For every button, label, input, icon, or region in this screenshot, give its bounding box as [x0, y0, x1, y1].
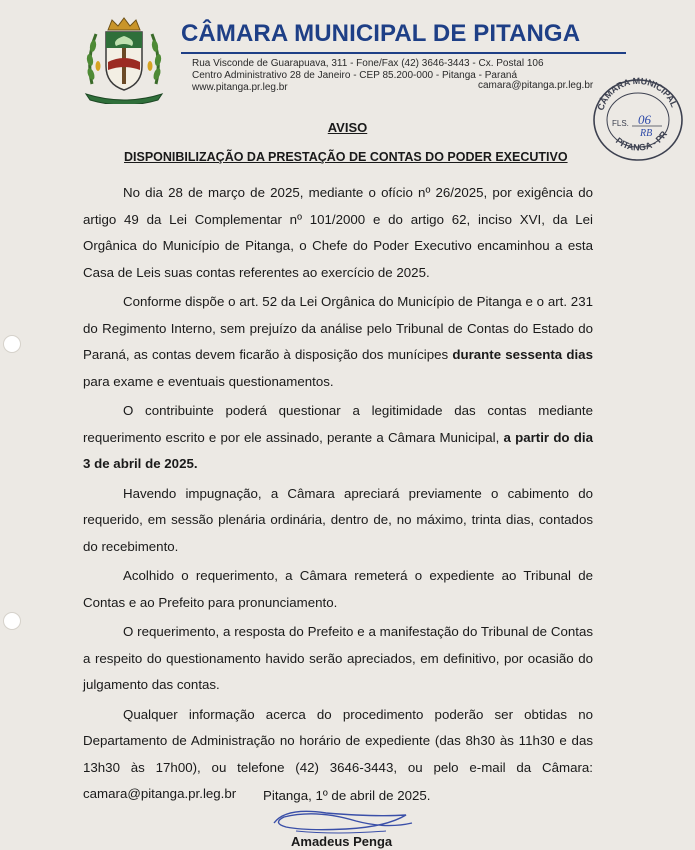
- paragraph-6: O requerimento, a resposta do Prefeito e a manifestação do Tribunal de Contas a respeito do questionamento havido serão apreciados, em definitivo, por ocasião do julgamento das contas.: [83, 624, 593, 692]
- svg-text:CÂMARA MUNICIPAL: [595, 76, 679, 112]
- website-link[interactable]: www.pitanga.pr.leg.br: [192, 82, 288, 93]
- stamp-fls-label: FLS.: [612, 119, 629, 128]
- protocol-stamp: [588, 72, 688, 164]
- notice-subtitle: DISPONIBILIZAÇÃO DA PRESTAÇÃO DE CONTAS DO PODER EXECUTIVO: [124, 150, 568, 164]
- signer-name: Amadeus Penga: [291, 834, 393, 849]
- punch-hole: [3, 335, 21, 353]
- notice-title: AVISO: [327, 120, 368, 135]
- punch-hole: [3, 612, 21, 630]
- organization-name: CÂMARA MUNICIPAL DE PITANGA: [181, 20, 581, 47]
- dateline: Pitanga, 1º de abril de 2025.: [263, 788, 431, 803]
- stamp-bottom-text: PITANGA - PR: [613, 129, 670, 153]
- paragraph-5: Acolhido o requerimento, a Câmara remeterá o expediente ao Tribunal de Contas e ao Prefeito para pronunciamento.: [83, 568, 593, 610]
- notice-body: [83, 180, 593, 811]
- email-link[interactable]: camara@pitanga.pr.leg.br: [478, 80, 594, 91]
- paragraph-7: Qualquer informação acerca do procedimento poderão ser obtidas no Departamento de Administração no horário de expediente (das 8h30 às 11h30 e das 13h30 às 17h00), ou telefone (42) 3646-3443, ou pelo e-mail da Câmara: camara@pitanga.pr.leg.br: [83, 706, 593, 801]
- stamp-top-text: CÂMARA MUNICIPAL: [595, 75, 680, 112]
- stamp-page-number: 06: [638, 112, 651, 127]
- coat-of-arms-logo: [82, 14, 166, 104]
- stamp-initials: RB: [640, 128, 653, 139]
- address-line-2: Centro Administrativo 28 de Janeiro - CEP 85.200-000 - Pitanga - Paraná: [192, 70, 517, 81]
- paragraph-4: Havendo impugnação, a Câmara apreciará previamente o cabimento do requerido, em sessão plenária ordinária, dentro de, no máximo, trinta dias, contados do recebimento.: [83, 485, 593, 554]
- address-line-1: Rua Visconde de Guarapuava, 311 - Fone/Fax (42) 3646-3443 - Cx. Postal 106: [192, 58, 544, 69]
- paragraph-2: Conforme dispõe o art. 52 da Lei Orgânica do Município de Pitanga e o art. 231 do Regimento Interno, sem prejuízo da análise pelo Tribunal de Contas do Estado do Paraná, as contas devem ficarão à disposição dos munícipes durante sessenta dias para exame e eventuais questionamentos.: [83, 294, 593, 389]
- paragraph-1: No dia 28 de março de 2025, mediante o ofício nº 26/2025, por exigência do artigo 49 da Lei Complementar nº 101/2000 e do artigo 62, inciso XVI, da Lei Orgânica do Município de Pitanga, o Chefe do Poder Executivo encaminhou a esta Casa de Leis suas contas referentes ao exercício de 2025.: [83, 185, 593, 280]
- header-divider: [181, 52, 626, 54]
- paragraph-3: O contribuinte poderá questionar a legitimidade das contas mediante requerimento escrito e por ele assinado, perante a Câmara Municipal, a partir do dia 3 de abril de 2025.: [83, 403, 593, 471]
